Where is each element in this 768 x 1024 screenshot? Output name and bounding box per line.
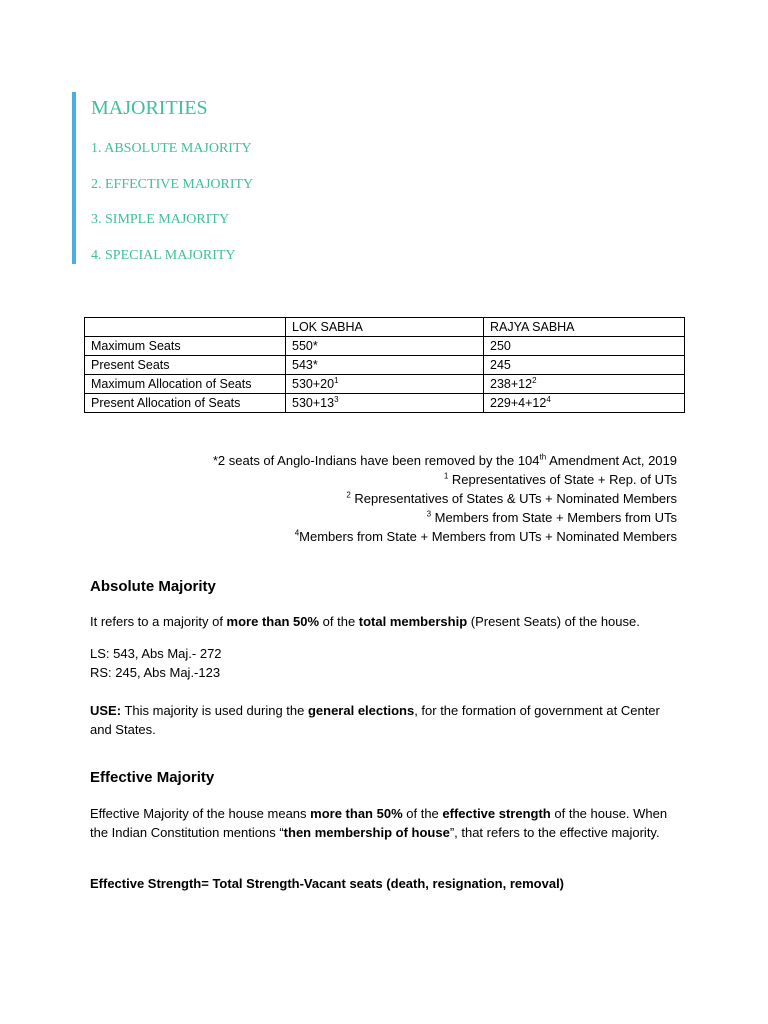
toc-item-simple[interactable]: 3. SIMPLE MAJORITY [91, 212, 230, 227]
absolute-majority-definition: It refers to a majority of more than 50% of the total membership (Present Seats) of the house. [90, 614, 640, 629]
toc-title: MAJORITIES [91, 97, 208, 119]
table-header-cell: RAJYA SABHA [484, 318, 685, 337]
toc-item-effective[interactable]: 2. EFFECTIVE MAJORITY [91, 177, 254, 192]
absolute-majority-use: USE: This majority is used during the general elections, for the formation of government at Center and States. [90, 703, 660, 737]
lok-sabha-cell: 543* [286, 356, 484, 375]
effective-majority-heading: Effective Majority [90, 769, 215, 786]
footnote-1: $^1$ Representatives of State + Rep. of UTs [443, 471, 677, 487]
table-header-cell: LOK SABHA [286, 318, 484, 337]
toc-item-absolute[interactable]: 1. ABSOLUTE MAJORITY [91, 141, 252, 156]
row-label: Present Allocation of Seats [85, 394, 286, 413]
table-footnotes [213, 451, 677, 546]
majorities-toc [72, 92, 472, 264]
absolute-majority-rs: RS: 245, Abs Maj.-123 [90, 665, 221, 680]
lok-sabha-cell: 550* [286, 337, 484, 356]
absolute-majority-heading: Absolute Majority [90, 578, 216, 595]
seats-table [84, 317, 685, 413]
rajya-sabha-cell: 250 [484, 337, 685, 356]
rajya-sabha-cell: 245 [484, 356, 685, 375]
lok-sabha-cell: $530+13^3$ [286, 394, 484, 413]
table-header-cell [85, 318, 286, 337]
footnote-3: $^3$ Members from State + Members from UTs [426, 509, 677, 525]
footnote-anglo-indian: *2 seats of Anglo-Indians have been removed by the 104th Amendment Act, 2019 [212, 452, 677, 468]
row-label: Present Seats [85, 356, 286, 375]
table-row [85, 394, 685, 413]
row-label: Maximum Seats [85, 337, 286, 356]
table-row [85, 337, 685, 356]
table-header-row [85, 318, 685, 337]
absolute-majority-ls: LS: 543, Abs Maj.- 272 [90, 646, 222, 661]
lok-sabha-cell: $530+20^1$ [286, 375, 484, 394]
footnote-4: $^4$Members from State + Members from UTs + Nominated Members [294, 528, 677, 544]
effective-strength-formula: Effective Strength= Total Strength-Vacant seats (death, resignation, removal) [90, 876, 565, 891]
table-row [85, 356, 685, 375]
rajya-sabha-cell: $238+12^2$ [484, 375, 685, 394]
effective-majority-definition: Effective Majority of the house means more than 50% of the effective strength of the house. When the Indian Constitution mentions “then membership of house”, that refers to the effective majority. [90, 806, 668, 840]
toc-item-special[interactable]: 4. SPECIAL MAJORITY [91, 248, 236, 263]
table-row [85, 375, 685, 394]
footnote-2: $^2$ Representatives of States & UTs + Nominated Members [346, 490, 677, 506]
row-label: Maximum Allocation of Seats [85, 375, 286, 394]
rajya-sabha-cell: $229+4+12^4$ [484, 394, 685, 413]
